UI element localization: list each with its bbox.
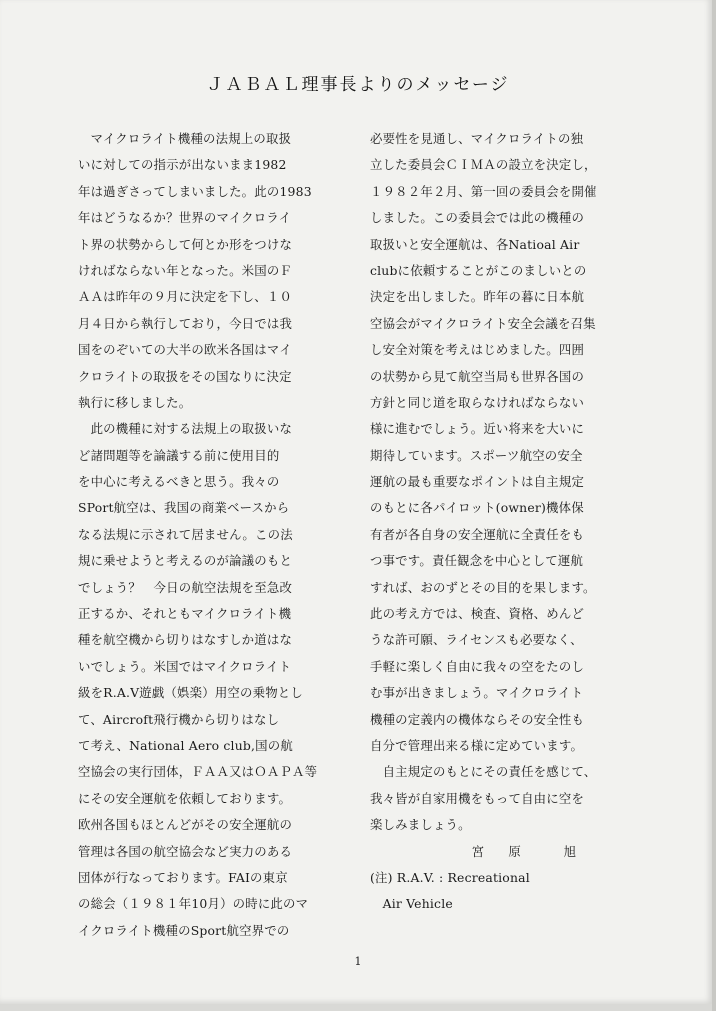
text-line: ＡＡは昨年の９月に決定を下し、１０ — [78, 289, 293, 305]
text-line: 取扱いと安全運航は、各Natioal Air — [370, 236, 580, 252]
text-line: 正するか、それともマイクロライト機 — [78, 606, 292, 622]
text-line: 年は過ぎさってしまいました。此の1983 — [78, 183, 312, 199]
text-line: 空協会の実行団体，ＦＡＡ又はＯＡＰＡ等 — [78, 764, 318, 780]
footnote-line: Air Vehicle — [370, 896, 453, 912]
text-line: 団体が行なっております。FAIの東京 — [78, 869, 288, 885]
text-line: つ事です。責任観念を中心として運航 — [370, 553, 584, 569]
text-line: ト界の状勢からして何とか形をつけな — [78, 236, 293, 252]
right-column — [370, 126, 642, 918]
text-line: 決定を出しました。昨年の暮に日本航 — [370, 289, 585, 305]
left-column — [78, 126, 350, 944]
text-line: 空協会がマイクロライト安全会議を召集 — [370, 315, 596, 331]
text-line: 執行に移しました。 — [78, 394, 192, 410]
text-line: 様に進むでしょう。近い将来を大いに — [370, 421, 585, 437]
text-line: て考え、National Aero club,国の航 — [78, 737, 293, 753]
text-line: イクロライト機種のSport航空界での — [78, 922, 290, 938]
text-line: にその安全運航を依頼しております。 — [78, 790, 292, 806]
text-line: 期待しています。スポーツ航空の安全 — [370, 447, 583, 463]
text-line: マイクロライト機種の法規上の取扱 — [78, 131, 292, 146]
text-line: のもとに各パイロット(owner)機体保 — [370, 500, 584, 516]
text-line: clubに依頼することがこのましいとの — [370, 262, 587, 278]
text-line: て、Aircroft飛行機から切りはなし — [78, 711, 280, 727]
text-line: 欧州各国もほとんどがその安全運航の — [78, 817, 293, 833]
text-line: 運航の最も重要なポイントは自主規定 — [370, 474, 585, 490]
text-line: いでしょう。米国ではマイクロライト — [78, 658, 292, 674]
text-line: 自分で管理出来る様に定めています。 — [370, 737, 584, 753]
text-line: ど諸問題等を論議する前に使用目的 — [78, 447, 280, 463]
text-line: 機種の定義内の機体ならその安全性も — [370, 711, 585, 727]
text-line: SPort航空は、我国の商業ベースから — [78, 500, 290, 516]
text-line: 級をR.A.V遊戯（娯楽）用空の乗物とし — [78, 685, 303, 701]
author-name: 宮 原 旭 — [471, 843, 582, 859]
text-line: すれば、おのずとその目的を果します。 — [370, 579, 596, 595]
text-line: 種を航空機から切りはなすしか道はな — [78, 632, 293, 648]
text-line: の総会（１９８１年10月）の時に此のマ — [78, 896, 309, 912]
text-line: 手軽に楽しく自由に我々の空をたのし — [370, 658, 585, 674]
text-line: し安全対策を考えはじめました。四囲 — [370, 342, 585, 358]
text-line: 規に乗せようと考えるのが論議のもと — [78, 553, 293, 569]
text-line: を中心に考えるべきと思う。我々の — [78, 474, 280, 490]
text-line: なる法規に示されて居ません。この法 — [78, 526, 293, 542]
text-line: 楽しみましょう。 — [370, 817, 471, 833]
text-line: 方針と同じ道を取らなければならない — [370, 394, 585, 410]
text-line: 此の機種に対する法規上の取扱いな — [78, 421, 293, 437]
text-line: しました。この委員会では此の機種の — [370, 210, 585, 226]
text-line: 年はどうなるか？世界のマイクロライ — [78, 210, 292, 226]
text-line: １９８２年２月、第一回の委員会を開催 — [370, 183, 597, 199]
text-line: 自主規定のもとにその責任を感じて、 — [370, 764, 597, 780]
text-line: いに対しての指示が出ないまま1982 — [78, 157, 287, 173]
text-line: 管理は各国の航空協会など実力のある — [78, 843, 293, 859]
text-line: 有者が各自身の安全運航に全責任をも — [370, 526, 585, 542]
text-line: 月４日から執行しており，今日では我 — [78, 315, 293, 331]
scan-edge — [712, 0, 716, 1011]
text-line: クロライトの取扱をその国なりに決定 — [78, 368, 292, 384]
page-number: 1 — [354, 955, 362, 968]
text-line: 必要性を見通し、マイクロライトの独 — [370, 131, 584, 146]
text-line: 此の考え方では、検査、資格、めんど — [370, 606, 585, 622]
footnote-line: (注) R.A.V. : Recreational — [370, 869, 530, 885]
text-line: ければならない年となった。米国のＦ — [78, 262, 293, 278]
text-line: 立した委員会ＣＩＭＡの設立を決定し， — [370, 157, 597, 173]
text-line: 国をのぞいての大半の欧米各国はマイ — [78, 342, 292, 358]
text-line: 我々皆が自家用機をもって自由に空を — [370, 790, 585, 806]
page-title: ＪＡＢＡＬ理事長よりのメッセージ — [206, 75, 510, 95]
text-line: でしょう？ 今日の航空法規を至急改 — [78, 579, 293, 595]
text-line: うな許可願、ライセンスも必要なく、 — [370, 632, 583, 648]
text-line: の状勢から見て航空当局も世界各国の — [370, 368, 585, 384]
text-line: む事が出きましょう。マイクロライト — [370, 685, 584, 701]
